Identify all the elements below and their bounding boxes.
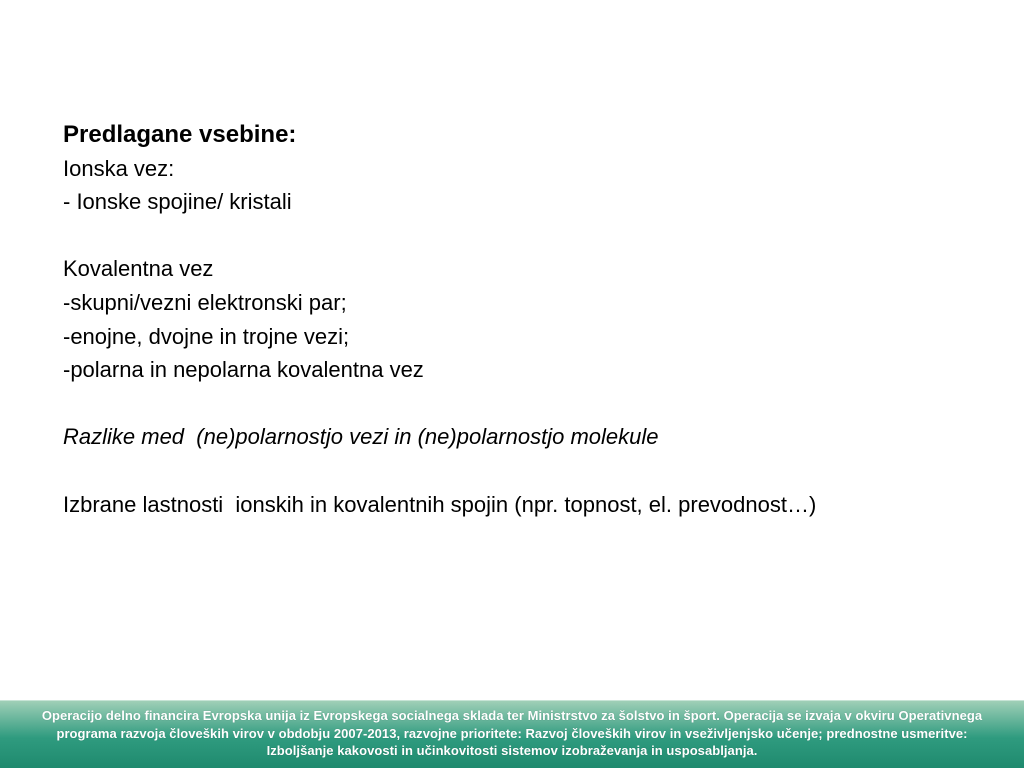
ionic-bond-title: Ionska vez:	[63, 155, 175, 181]
selected-properties-line: Izbrane lastnosti ionskih in kovalentnih spojin (npr. topnost, el. prevodnost…)	[63, 491, 817, 517]
slide-content	[63, 118, 1003, 521]
blank-line	[63, 219, 1003, 253]
slide-heading: Predlagane vsebine:	[63, 121, 297, 148]
funding-footer-text: Operacijo delno financira Evropska unija iz Evropskega socialnega sklada ter Ministrstvo za šolstvo in šport. Operacija se izvaja v okviru Operativnega programa razvoja človeških virov v obdobju 2007-2013, razvojne prioritete: Razvoj človeških virov in vseživljenjsko učenje; prednostne usmeritve: Izboljšanje kakovosti in učinkovitosti sistemov izobraževanja in usposabljanja.	[41, 708, 983, 758]
funding-footer	[0, 700, 1024, 768]
blank-line	[63, 454, 1003, 488]
polar-nonpolar-item: -polarna in nepolarna kovalentna vez	[63, 357, 424, 383]
covalent-bond-title: Kovalentna vez	[63, 256, 214, 282]
single-double-triple-item: -enojne, dvojne in trojne vezi;	[63, 323, 350, 349]
polarity-differences-line: Razlike med (ne)polarnostjo vezi in (ne)polarnostjo molekule	[63, 424, 659, 450]
ionic-compounds-item: - Ionske spojine/ kristali	[63, 189, 292, 215]
shared-electron-pair-item: -skupni/vezni elektronski par;	[63, 289, 347, 315]
blank-line	[63, 387, 1003, 421]
